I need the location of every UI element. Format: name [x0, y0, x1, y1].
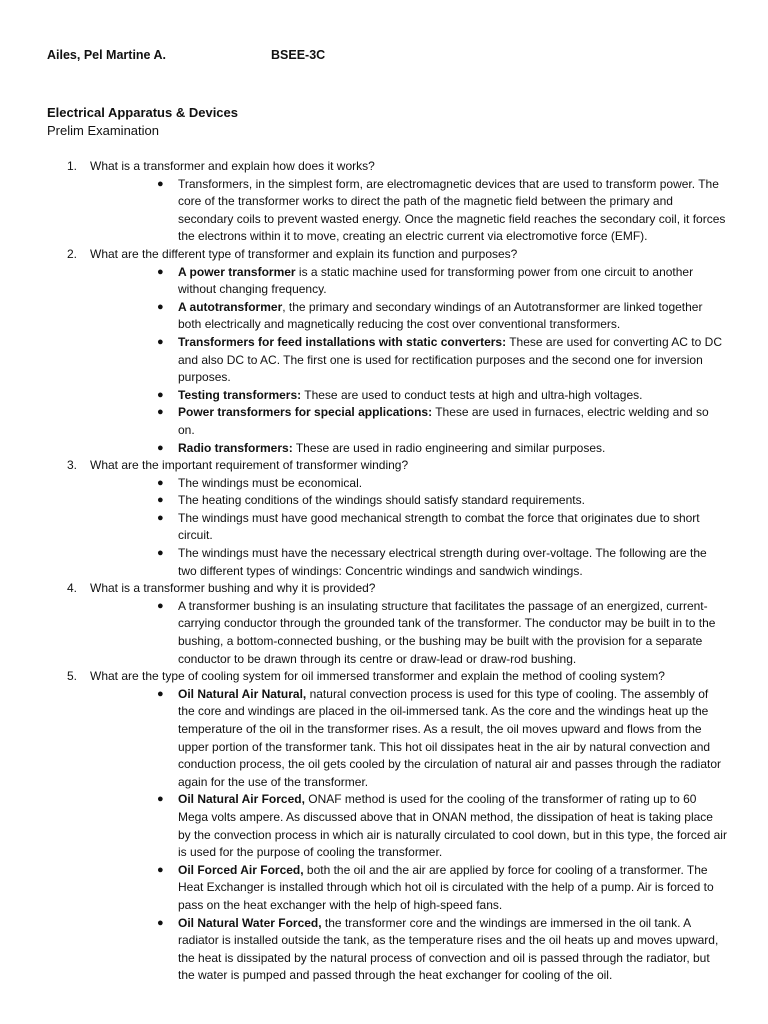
question-item [47, 246, 727, 457]
answer-item [90, 862, 727, 915]
question-number: 5. [67, 669, 78, 684]
answer-term: Oil Natural Air Forced, [178, 792, 305, 807]
bullet-icon: ● [157, 406, 164, 419]
subject-title: Electrical Apparatus & Devices [47, 105, 238, 120]
bullet-icon: ● [157, 441, 164, 454]
question-number: 3. [67, 458, 78, 473]
document-body [47, 158, 727, 985]
answer-term: Transformers for feed installations with static converters: [178, 334, 507, 349]
bullet-icon: ● [157, 300, 164, 313]
answer-item [90, 791, 727, 861]
question-item [47, 158, 727, 246]
answer-item [90, 686, 727, 792]
answer-text: The windings must have good mechanical strength to combat the force that originates due to short circuit. [178, 510, 700, 543]
question-item [47, 457, 727, 580]
question-text: What is a transformer and explain how does it works? [90, 159, 375, 173]
answer-term: Power transformers for special applications: [178, 405, 433, 420]
bullet-icon: ● [157, 916, 164, 929]
answer-item [90, 492, 727, 510]
answer-term: A power transformer [178, 264, 296, 279]
bullet-icon: ● [157, 547, 164, 560]
answer-item [90, 404, 727, 439]
bullet-icon: ● [157, 388, 164, 401]
question-text: What is a transformer bushing and why it is provided? [90, 581, 376, 596]
student-name: Ailes, Pel Martine A. [47, 48, 167, 62]
answer-item [90, 299, 727, 334]
question-text: What are the important requirement of transformer winding? [90, 458, 409, 473]
question-number: 1. [67, 159, 78, 173]
answer-term: Oil Natural Water Forced, [178, 915, 322, 930]
bullet-icon: ● [157, 494, 164, 507]
bullet-icon: ● [157, 863, 164, 876]
question-text: What are the type of cooling system for oil immersed transformer and explain the method of cooling system? [90, 669, 665, 684]
answer-text: both the oil and the air are applied by force for cooling of a transformer. The Heat Exchanger is installed through which hot oil is circulated with the help of a pump. Air is forced to pass on the heat exchanger with the help of high-speed fans. [178, 862, 714, 912]
answer-item [90, 598, 727, 668]
answer-text: is a static machine used for transforming power from one circuit to another without changing frequency. [178, 264, 694, 297]
answer-item [90, 545, 727, 580]
answer-item [90, 176, 727, 246]
answer-text: Transformers, in the simplest form, are electromagnetic devices that are used to transform power. The core of the transformer works to direct the path of the magnetic field between the primary and secondary coils to prevent wasted energy. Once the magnetic field reaches the secondary coil, it forces the electrons within it to move, creating an electric current via electromotive force (EMF). [178, 176, 726, 244]
answer-text: These are used for converting AC to DC and also DC to AC. The first one is used for rectification purposes and the second one for inversion purposes. [178, 334, 722, 385]
course-section: BSEE-3C [271, 48, 326, 62]
answer-text: These are used in radio engineering and similar purposes. [292, 440, 606, 455]
answer-term: A autotransformer [178, 299, 283, 314]
answer-item [90, 440, 727, 458]
answer-item [90, 387, 727, 405]
answer-item [90, 475, 727, 493]
answer-text: natural convection process is used for this type of cooling. The assembly of the core and windings are placed in the oil-immersed tank. As the core and the windings heat up the temperature of the oil in the transformer rises. As a result, the oil moves upward and flows from the upper portion of the transformer tank. This hot oil dissipates heat in the air by natural convection and conduction process, the oil gets cooled by the circulation of natural air and passes through the radiator again for the use of the transformer. [178, 686, 721, 789]
answer-text: the transformer core and the windings are immersed in the oil tank. A radiator is installed outside the tank, as the temperature rises and the oil heats up and moves upward, the heat is dissipated by the natural process of convection and oil is passed through the radiator, but the water is pumped and passed through the heat exchanger for cooling of the oil. [178, 915, 719, 983]
document-header [47, 48, 326, 62]
bullet-icon: ● [157, 335, 164, 348]
answer-term: Radio transformers: [178, 440, 293, 455]
answer-item [90, 264, 727, 299]
answer-term: Testing transformers: [178, 387, 302, 402]
answer-list [90, 686, 727, 985]
answer-list [90, 264, 727, 458]
question-text: What are the different type of transformer and explain its function and purposes? [90, 246, 518, 261]
bullet-icon: ● [157, 793, 164, 806]
answer-text: The heating conditions of the windings should satisfy standard requirements. [178, 493, 585, 508]
answer-list [90, 598, 727, 668]
question-number: 4. [67, 581, 78, 596]
answer-item [90, 334, 727, 387]
answer-text: , the primary and secondary windings of an Autotransformer are linked together both electrically and magnetically reducing the cost over conventional transformers. [178, 299, 703, 332]
answer-item [90, 510, 727, 545]
question-item [47, 668, 727, 985]
question-number: 2. [67, 246, 78, 261]
answer-text: These are used to conduct tests at high and ultra-high voltages. [301, 387, 643, 402]
answer-list [90, 475, 727, 581]
answer-term: Oil Forced Air Forced, [178, 862, 304, 877]
bullet-icon: ● [157, 511, 164, 524]
answer-text: A transformer bushing is an insulating structure that facilitates the passage of an energized, current-carrying conductor through the grounded tank of the transformer. The conductor may be built in to the bushing, a bottom-connected bushing, or the bushing may be built with the provision for a separate conductor to be drawn through its centre or draw-lead or draw-rod bushing. [178, 598, 716, 666]
bullet-icon: ● [157, 687, 164, 700]
bullet-icon: ● [157, 476, 164, 489]
question-list [47, 158, 727, 985]
bullet-icon: ● [157, 177, 164, 190]
bullet-icon: ● [157, 265, 164, 278]
answer-text: ONAF method is used for the cooling of the transformer of rating up to 60 Mega volts ampere. As discussed above that in ONAN method, the dissipation of heat is taking place by the convection process in which air is naturally circulated to cool down, but in this type, the forced air is used for the purpose of cooling the transformer. [178, 792, 727, 860]
exam-title: Prelim Examination [47, 123, 159, 138]
answer-item [90, 915, 727, 985]
answer-text: These are used in furnaces, electric welding and so on. [178, 405, 709, 437]
answer-text: The windings must be economical. [178, 475, 363, 490]
bullet-icon: ● [157, 599, 164, 612]
answer-text: The windings must have the necessary electrical strength during over-voltage. The following are the two different types of windings: Concentric windings and sandwich windings. [178, 546, 707, 578]
question-item [47, 580, 727, 668]
answer-term: Oil Natural Air Natural, [178, 686, 307, 701]
answer-list [90, 176, 727, 246]
